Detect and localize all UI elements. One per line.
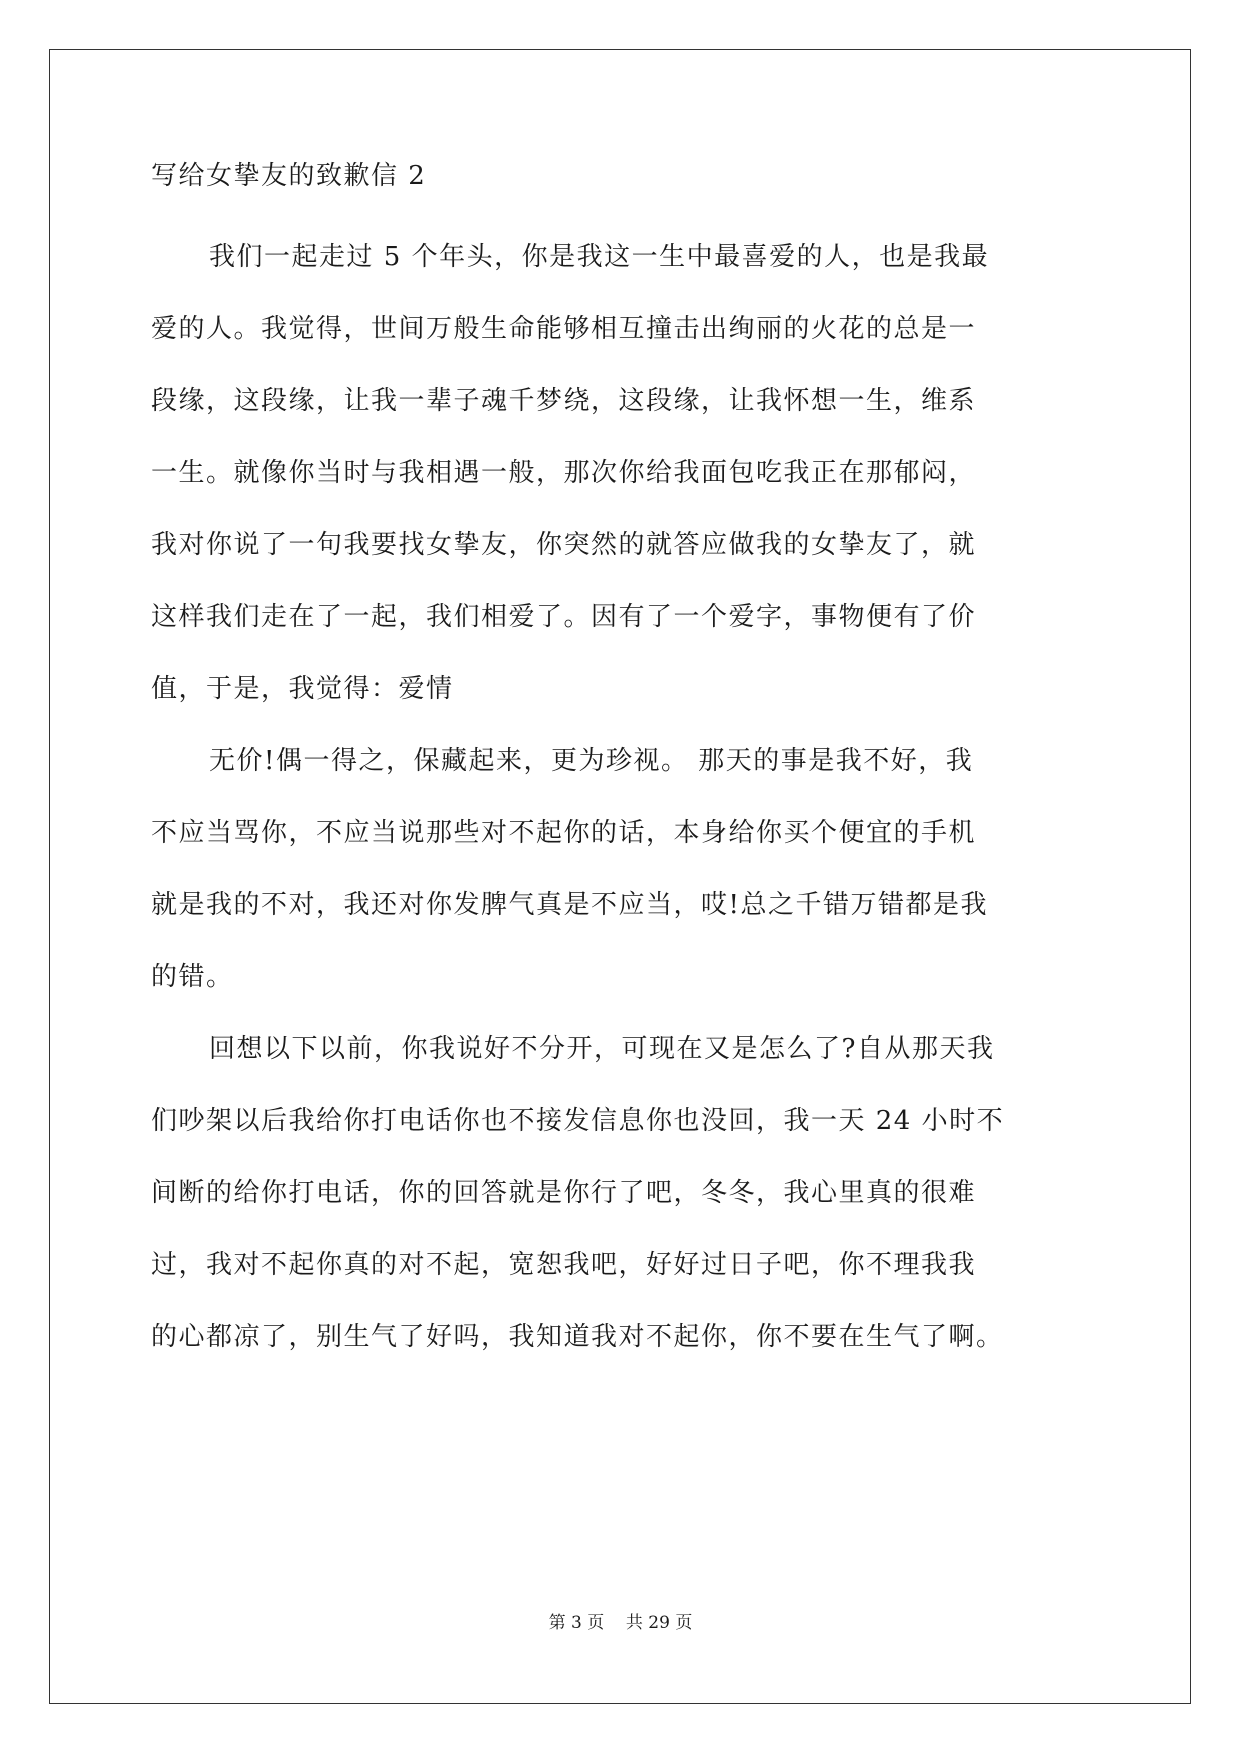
text-line: 一生。就像你当时与我相遇一般，那次你给我面包吃我正在那郁闷， bbox=[151, 458, 977, 488]
text-line: 我对你说了一句我要找女挚友，你突然的就答应做我的女挚友了，就 bbox=[151, 530, 977, 560]
text-line: 我们一起走过 5 个年头，你是我这一生中最喜爱的人，也是我最 bbox=[209, 242, 990, 272]
text-line: 值，于是，我觉得：爱情 bbox=[151, 674, 454, 704]
text-line: 爱的人。我觉得，世间万般生命能够相互撞击出绚丽的火花的总是一 bbox=[151, 314, 977, 344]
text-line: 无价!偶一得之，保藏起来，更为珍视。 那天的事是我不好，我 bbox=[209, 746, 974, 776]
page-footer bbox=[0, 1612, 1241, 1634]
text-line: 们吵架以后我给你打电话你也不接发信息你也没回，我一天 24 小时不 bbox=[151, 1106, 1005, 1136]
document-title: 写给女挚友的致歉信 2 bbox=[151, 161, 427, 191]
text-line: 就是我的不对，我还对你发脾气真是不应当，哎!总之千错万错都是我 bbox=[151, 890, 988, 920]
page-number: 第 3 页 bbox=[548, 1613, 605, 1633]
text-line: 过，我对不起你真的对不起，宽恕我吧，好好过日子吧，你不理我我 bbox=[151, 1250, 977, 1280]
text-line: 这样我们走在了一起，我们相爱了。因有了一个爱字，事物便有了价 bbox=[151, 602, 977, 632]
text-line: 不应当骂你，不应当说那些对不起你的话，本身给你买个便宜的手机 bbox=[151, 818, 977, 848]
text-line: 的心都凉了，别生气了好吗，我知道我对不起你，你不要在生气了啊。 bbox=[151, 1322, 1004, 1352]
text-line: 的错。 bbox=[151, 962, 234, 992]
page-total: 共 29 页 bbox=[625, 1613, 693, 1633]
page-border bbox=[49, 49, 1191, 1704]
text-line: 段缘，这段缘，让我一辈子魂千梦绕，这段缘，让我怀想一生，维系 bbox=[151, 386, 977, 416]
text-line: 回想以下以前，你我说好不分开，可现在又是怎么了?自从那天我 bbox=[209, 1034, 995, 1064]
text-line: 间断的给你打电话，你的回答就是你行了吧，冬冬，我心里真的很难 bbox=[151, 1178, 977, 1208]
